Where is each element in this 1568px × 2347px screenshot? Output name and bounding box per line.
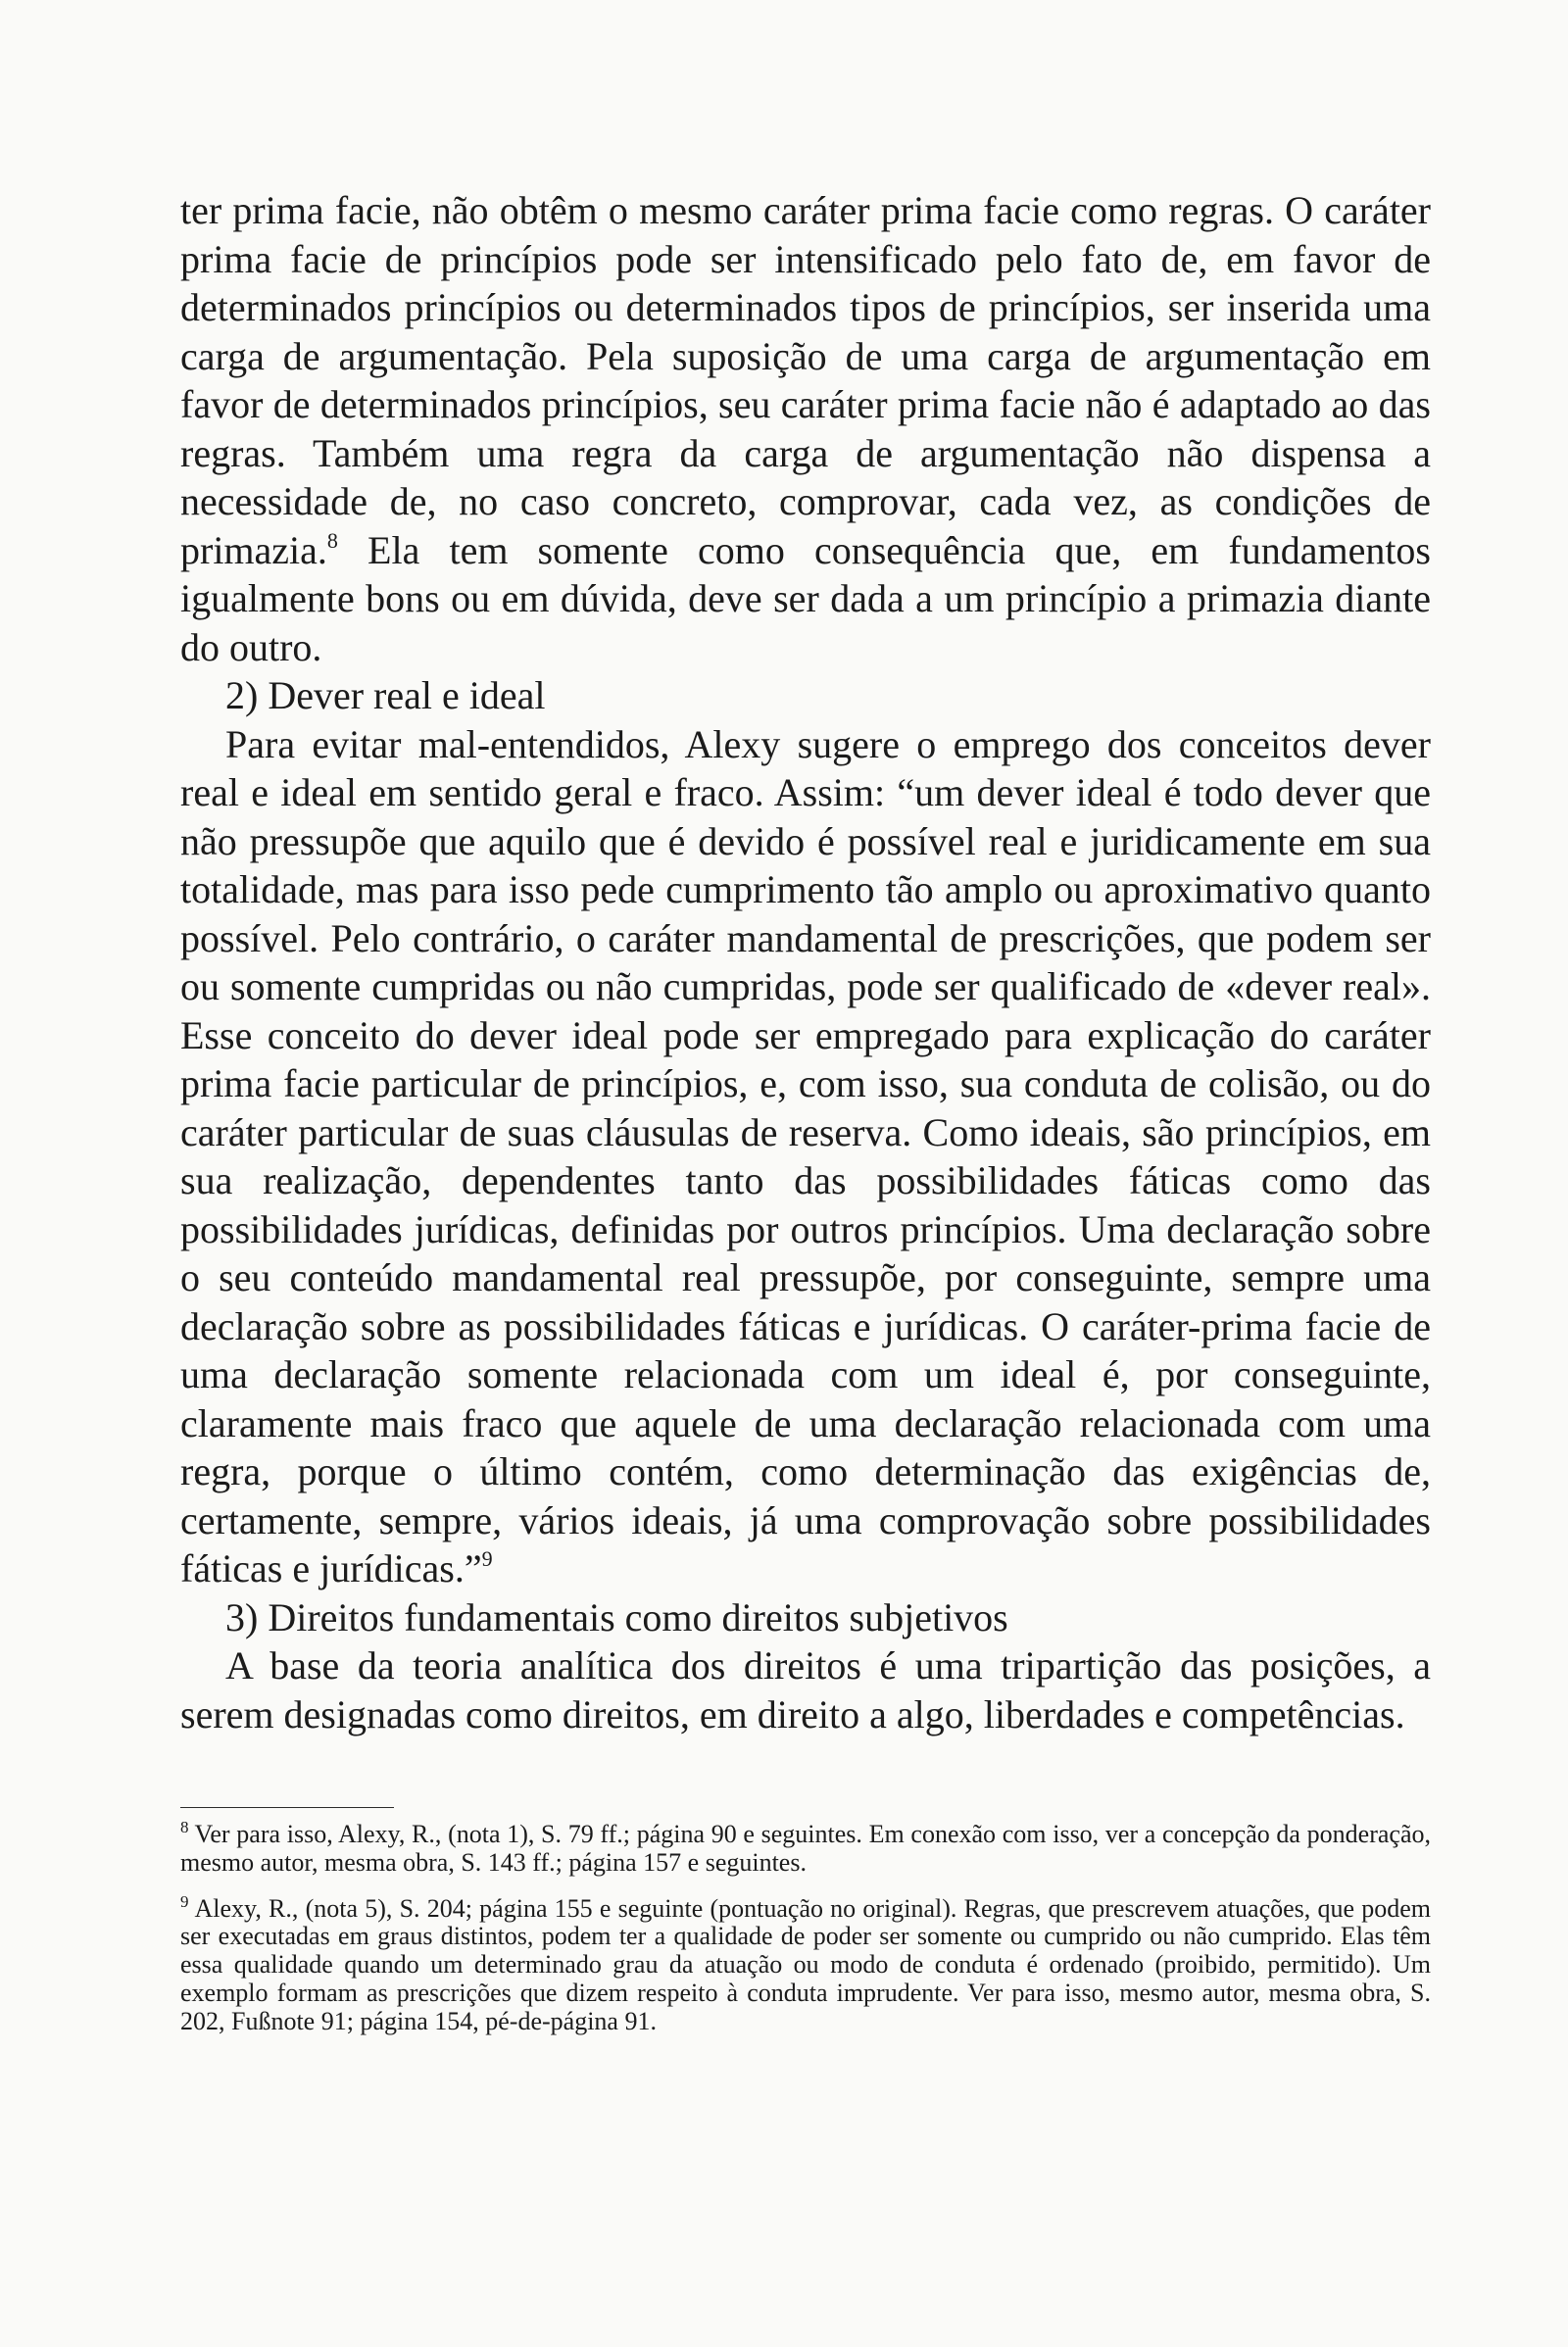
footnote-8 (180, 1818, 1431, 1878)
footnote-ref-8[interactable]: 8 (326, 527, 338, 553)
paragraph-2-text: Para evitar mal-entendidos, Alexy sugere o emprego dos conceitos dever real e ideal em sentido geral e fraco. Assim: “um dever ideal é todo dever que não pressupõe que aquilo que é devido é possível real e juridicamente em sua totalidade, mas para isso pede cumprimento tão amplo ou aproximativo quanto possível. Pelo contrário, o caráter mandamental de prescrições, que podem ser ou somente cumpridas ou não cumpridas, pode ser qualificado de «dever real». Esse conceito do dever ideal pode ser empregado para explicação do caráter prima facie particular de princípios, e, com isso, sua conduta de colisão, ou do caráter particular de suas cláusulas de reserva. Como ideais, são princípios, em sua realização, dependentes tanto das possibilidades fáticas como das possibilidades jurídicas, definidas por outros princípios. Uma declaração sobre o seu conteúdo mandamental real pressupõe, por conseguinte, sempre uma declaração sobre as possibilidades fáticas e jurídicas. O caráter-prima facie de uma declaração somente relacionada com um ideal é, por conseguinte, claramente mais fraco que aquele de uma declaração relacionada com uma regra, porque o último contém, como determinação das exigências de, certamente, sempre, vários ideais, já uma comprovação sobre possibilidades fáticas e jurídicas.” (180, 721, 1431, 1590)
section-heading-2: 2) Dever real e ideal (225, 673, 546, 717)
footnote-number: 8 (180, 1818, 189, 1836)
paragraph-2 (180, 720, 1431, 1593)
footnote-text: Ver para isso, Alexy, R., (nota 1), S. 79 ff.; página 90 e seguintes. Em conexão com isso, ver a concepção da ponderação, mesmo autor, mesma obra, S. 143 ff.; página 157 e seguintes. (180, 1820, 1431, 1877)
paragraph-3: A base da teoria analítica dos direitos é uma tripartição das posições, a serem designadas como direitos, em direito a algo, liberdades e competências. (180, 1643, 1431, 1736)
footnote-ref-9[interactable]: 9 (481, 1546, 493, 1571)
footnotes (180, 1818, 1431, 2054)
section-heading-3: 3) Direitos fundamentais como direitos subjetivos (225, 1594, 1008, 1639)
footnote-text: Alexy, R., (nota 5), S. 204; página 155 e seguinte (pontuação no original). Regras, que prescrevem atuações, que podem ser executadas em graus distintos, podem ter a qualidade de poder ser somente ou cumprido ou não cumprido. Elas têm essa qualidade quando um determinado grau da atuação ou modo de conduta é ordenado (proibido, permitido). Um exemplo formam as prescrições que dizem respeito à conduta imprudente. Ver para isso, mesmo autor, mesma obra, S. 202, Fußnote 91; página 154, pé-de-página 91. (180, 1893, 1431, 2035)
paragraph-1 (180, 186, 1431, 671)
footnote-9 (180, 1891, 1431, 2036)
paragraph-1-text: ter prima facie, não obtêm o mesmo caráter prima facie como regras. O caráter prima facie de princípios pode ser intensificado pelo fato de, em favor de determinados princípios ou determinados tipos de princípios, ser inserida uma carga de argumentação. Pela suposição de uma carga de argumentação em favor de determinados princípios, seu caráter prima facie não é adaptado ao das regras. Também uma regra da carga de argumentação não dispensa a necessidade de, no caso concreto, comprovar, cada vez, as condições de primazia. (180, 188, 1431, 572)
paragraph-1-tail: Ela tem somente como consequência que, em fundamentos igualmente bons ou em dúvida, deve ser dada a um princípio a primazia diante do outro. (180, 527, 1431, 669)
main-text (180, 186, 1431, 1738)
footnote-divider (180, 1807, 394, 1808)
footnote-number: 9 (180, 1891, 189, 1911)
